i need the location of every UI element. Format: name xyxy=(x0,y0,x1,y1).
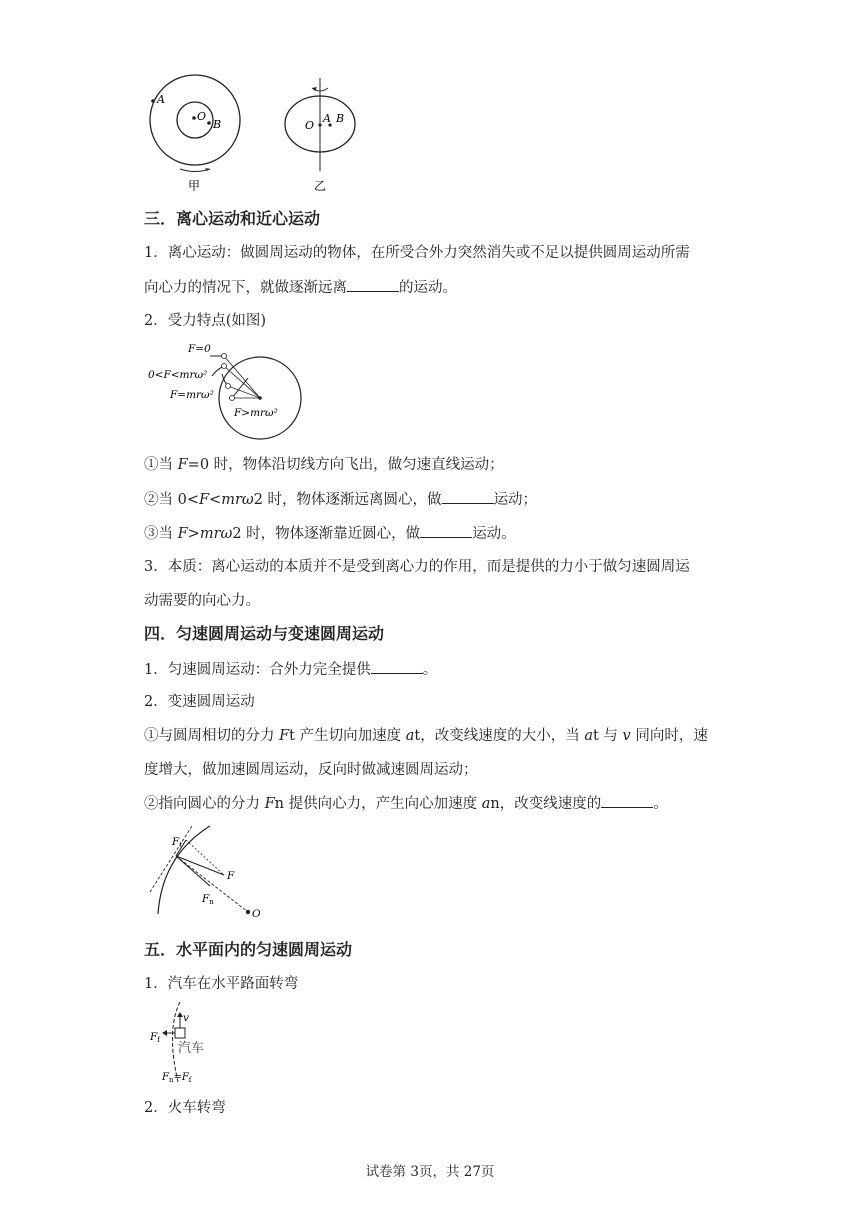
label-A: A xyxy=(157,93,165,106)
section3-item3-line1: 3．本质：离心运动的本质并不是受到离心力的作用，而是提供的力小于做匀速圆周运 xyxy=(144,559,690,575)
label-O: O xyxy=(197,110,207,123)
label-B: B xyxy=(213,118,222,131)
blank-1 xyxy=(347,277,399,292)
caption-yi: 乙 xyxy=(314,179,327,193)
section4-line1: ①与圆周相切的分力 Ft 产生切向加速度 at，改变线速度的大小，当 at 与 v 同向时，速 xyxy=(144,728,708,744)
label-eq: $F_n=F_f$ xyxy=(162,1072,192,1084)
blank-3 xyxy=(420,523,472,538)
label-Ft: Ft xyxy=(172,836,183,849)
section4-item1: 1．匀速圆周运动：合外力完全提供 。 xyxy=(144,659,437,680)
yi-label-A: A xyxy=(323,112,331,125)
label-f-eq: F=mrω² xyxy=(170,389,214,401)
section3-heading: 三．离心运动和近心运动 xyxy=(144,209,321,228)
blank-2 xyxy=(442,489,494,504)
label-f-lt: 0<F<mrω² xyxy=(148,369,208,381)
jia-inner-circle xyxy=(177,102,213,138)
caption-jia: 甲 xyxy=(188,179,201,193)
section3-item3-line2: 动需要的向心力。 xyxy=(144,593,260,609)
section4-line3: ②指向圆心的分力 Fn 提供向心力，产生向心加速度 an，改变线速度的 。 xyxy=(144,793,668,814)
yi-label-B: B xyxy=(336,112,345,125)
section3-item1-line1: 1．离心运动：做圆周运动的物体，在所受合外力突然消失或不足以提供圆周运动所需 xyxy=(144,245,690,261)
figure-variable-motion xyxy=(148,822,268,920)
section5-heading: 五．水平面内的匀速圆周运动 xyxy=(144,940,353,959)
label-Ff: Ff xyxy=(150,1031,160,1044)
car-box xyxy=(175,1028,185,1038)
section4-heading: 四．匀速圆周运动与变速圆周运动 xyxy=(144,624,385,643)
figure-car-turn xyxy=(148,1000,238,1090)
label-Fn: Fn xyxy=(202,893,214,906)
label-car: 汽车 xyxy=(178,1041,205,1056)
section3-item2: 2．受力特点(如图) xyxy=(144,313,267,329)
section4-line2: 度增大，做加速圆周运动，反向时做减速圆周运动； xyxy=(144,762,478,778)
figure-jia-yi xyxy=(140,68,370,196)
label-f0: F=0 xyxy=(188,343,211,355)
label-f-gt: F>mrω² xyxy=(234,407,278,419)
case1: ①当 F=0 时，物体沿切线方向飞出，做匀速直线运动； xyxy=(144,457,504,473)
section3-item1-line2: 向心力的情况下，就做逐渐远离 的运动。 xyxy=(144,277,457,298)
rotation-arrow xyxy=(180,169,210,172)
label-v: v xyxy=(183,1012,189,1024)
jia-outer-circle xyxy=(150,75,240,165)
figure-centrifugal xyxy=(144,338,309,440)
blank-4 xyxy=(371,659,423,674)
label-F: F xyxy=(227,870,235,882)
blank-5 xyxy=(601,793,653,808)
section4-item2: 2．变速圆周运动 xyxy=(144,694,255,710)
yi-label-O: O xyxy=(305,119,315,132)
section5-item2: 2．火车转弯 xyxy=(144,1100,226,1116)
label-O-center: O xyxy=(252,908,261,920)
section5-item1: 1．汽车在水平路面转弯 xyxy=(144,976,299,992)
case2: ②当 0<F<mrω2 时，物体逐渐远离圆心，做 运动； xyxy=(144,489,537,510)
case3: ③当 F>mrω2 时，物体逐渐靠近圆心，做 运动。 xyxy=(144,523,516,544)
page-footer: 试卷第 3页，共 27页 xyxy=(365,1164,495,1180)
